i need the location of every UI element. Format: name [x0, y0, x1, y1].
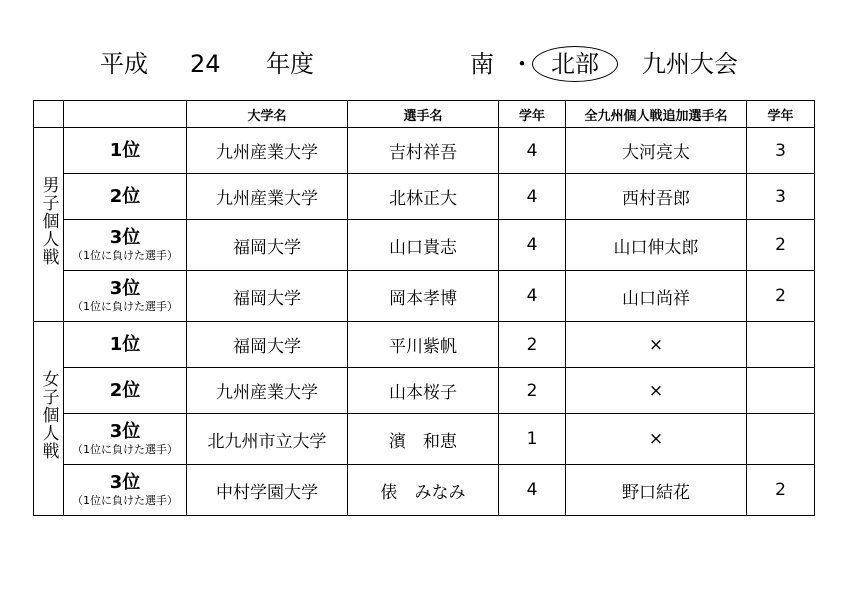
grade2-cell: 3: [747, 128, 815, 174]
rank-cell: 2位: [64, 368, 187, 414]
university-cell: 九州産業大学: [187, 174, 348, 220]
grade-cell: 2: [499, 368, 566, 414]
title-north-circled: 北部: [532, 46, 618, 82]
header-row: [34, 101, 815, 128]
document-title: [0, 44, 845, 84]
player-cell: 岡本孝博: [348, 271, 499, 322]
header-blank-rank: [64, 101, 187, 128]
rank-note: （1位に負けた選手）: [72, 249, 178, 262]
header-grade2: 学年: [747, 101, 815, 128]
rank-cell: 3位 （1位に負けた選手）: [64, 414, 187, 465]
category-men: 男子個人戦: [34, 128, 64, 322]
grade-cell: 4: [499, 271, 566, 322]
university-cell: 九州産業大学: [187, 368, 348, 414]
grade2-cell: 2: [747, 220, 815, 271]
player-cell: 平川紫帆: [348, 322, 499, 368]
rank-cell: 2位: [64, 174, 187, 220]
category-women: 女子個人戦: [34, 322, 64, 516]
header-blank-cat: [34, 101, 64, 128]
results-table: [33, 100, 815, 516]
table-row: [34, 220, 815, 271]
grade-cell: 2: [499, 322, 566, 368]
grade-cell: 1: [499, 414, 566, 465]
player-cell: 北林正大: [348, 174, 499, 220]
rank-cell: 1位: [64, 128, 187, 174]
title-year: 24: [190, 50, 221, 78]
additional-cell: ×: [566, 414, 747, 465]
additional-cell: 山口伸太郎: [566, 220, 747, 271]
grade2-cell: 2: [747, 465, 815, 516]
title-dot: ・: [510, 50, 534, 78]
additional-cell: 山口尚祥: [566, 271, 747, 322]
rank-cell: 3位 （1位に負けた選手）: [64, 220, 187, 271]
grade2-cell: 2: [747, 271, 815, 322]
grade2-cell: [747, 414, 815, 465]
table-row: [34, 465, 815, 516]
grade-cell: 4: [499, 465, 566, 516]
table-row: [34, 368, 815, 414]
additional-cell: ×: [566, 368, 747, 414]
table-row: [34, 174, 815, 220]
header-university: 大学名: [187, 101, 348, 128]
player-cell: 吉村祥吾: [348, 128, 499, 174]
grade2-cell: [747, 322, 815, 368]
table-row: [34, 414, 815, 465]
player-cell: 俵 みなみ: [348, 465, 499, 516]
title-south: 南: [470, 50, 494, 78]
title-era: 平成: [100, 50, 148, 78]
table-row: [34, 322, 815, 368]
table-row: [34, 128, 815, 174]
university-cell: 福岡大学: [187, 220, 348, 271]
rank-cell: 3位 （1位に負けた選手）: [64, 271, 187, 322]
player-cell: 山本桜子: [348, 368, 499, 414]
header-grade: 学年: [499, 101, 566, 128]
university-cell: 九州産業大学: [187, 128, 348, 174]
player-cell: 濱 和恵: [348, 414, 499, 465]
additional-cell: 大河亮太: [566, 128, 747, 174]
grade2-cell: 3: [747, 174, 815, 220]
grade-cell: 4: [499, 220, 566, 271]
additional-cell: ×: [566, 322, 747, 368]
header-player: 選手名: [348, 101, 499, 128]
title-meet: 九州大会: [642, 50, 738, 78]
grade-cell: 4: [499, 174, 566, 220]
player-cell: 山口貴志: [348, 220, 499, 271]
rank-note: （1位に負けた選手）: [72, 300, 178, 313]
university-cell: 福岡大学: [187, 271, 348, 322]
rank-cell: 3位 （1位に負けた選手）: [64, 465, 187, 516]
university-cell: 中村学園大学: [187, 465, 348, 516]
additional-cell: 野口結花: [566, 465, 747, 516]
table-row: [34, 271, 815, 322]
rank-note: （1位に負けた選手）: [72, 494, 178, 507]
title-nendo: 年度: [266, 50, 314, 78]
header-additional: 全九州個人戦追加選手名: [566, 101, 747, 128]
additional-cell: 西村吾郎: [566, 174, 747, 220]
grade-cell: 4: [499, 128, 566, 174]
rank-cell: 1位: [64, 322, 187, 368]
university-cell: 北九州市立大学: [187, 414, 348, 465]
grade2-cell: [747, 368, 815, 414]
university-cell: 福岡大学: [187, 322, 348, 368]
rank-note: （1位に負けた選手）: [72, 443, 178, 456]
